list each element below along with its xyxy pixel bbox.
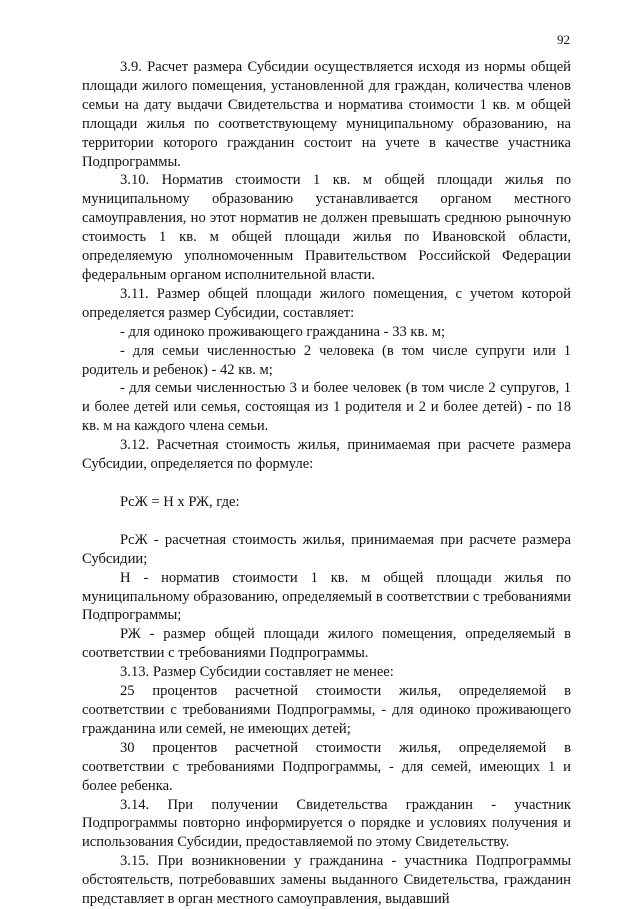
definition-rszh: РсЖ - расчетная стоимость жилья, принимаемая при расчете размера Субсидии; [82, 531, 571, 567]
page-number: 92 [557, 32, 570, 47]
list-item-three-plus: - для семьи численностью 3 и более человек (в том числе 2 супругов, 1 и более детей или семья, состоящая из 1 родителя и 2 и более детей) - по 18 кв. м на каждого члена семьи. [82, 380, 571, 435]
paragraph-3-15: 3.15. При возникновении у гражданина - участника Подпрограммы обстоятельств, потребовавших замены выданного Свидетельства, гражданин представляет в орган местного самоуправления, выдавший [82, 853, 571, 908]
formula: РсЖ = Н х РЖ, где: [120, 493, 240, 510]
paragraph-3-11: 3.11. Размер общей площади жилого помещения, с учетом которой определяется размер Субсидии, составляет: [82, 285, 571, 321]
list-item-two-person: - для семьи численностью 2 человека (в том числе супруги или 1 родитель и ребенок) - 42 кв. м; [82, 342, 571, 378]
subsidy-25-percent: 25 процентов расчетной стоимости жилья, определяемой в соответствии с требованиями Подпрограммы, - для одиноко проживающего гражданина или семей, не имеющих детей; [82, 683, 571, 737]
paragraph-3-12: 3.12. Расчетная стоимость жилья, принимаемая при расчете размера Субсидии, определяется по формуле: [82, 437, 571, 473]
paragraph-3-14: 3.14. При получении Свидетельства гражданин - участник Подпрограммы повторно информируется о порядке и условиях получения и использования Субсидии, предоставляемой по этому Свидетельству. [82, 796, 571, 851]
list-item-single: - для одиноко проживающего гражданина - 33 кв. м; [120, 323, 446, 340]
paragraph-3-13: 3.13. Размер Субсидии составляет не менее: [120, 664, 394, 681]
subsidy-30-percent: 30 процентов расчетной стоимости жилья, определяемой в соответствии с требованиями Подпрограммы, - для семей, имеющих 1 и более ребенка. [82, 739, 571, 794]
definition-rzh: РЖ - размер общей площади жилого помещения, определяемый в соответствии с требованиями Подпрограммы. [82, 626, 571, 662]
document-body [82, 58, 571, 909]
definition-n: Н - норматив стоимости 1 кв. м общей площади жилья по муниципальному образованию, определяемый в соответствии с требованиями Подпрограммы; [82, 569, 571, 624]
paragraph-3-9: 3.9. Расчет размера Субсидии осуществляется исходя из нормы общей площади жилого помещения, установленной для граждан, количества членов семьи на дату выдачи Свидетельства и норматива стоимости 1 кв. м общей площади жилья по соответствующему муниципальному образованию, на территории которого гражданин состоит на учете в качестве участника Подпрограммы. [82, 59, 571, 170]
paragraph-3-10: 3.10. Норматив стоимости 1 кв. м общей площади жилья по муниципальному образованию устанавливается органом местного самоуправления, но этот норматив не должен превышать среднюю рыночную стоимость 1 кв. м общей площади жилья по Ивановской области, определяемую уполномоченным Правительством Российской Федерации федеральным органом исполнительной власти. [82, 172, 571, 283]
